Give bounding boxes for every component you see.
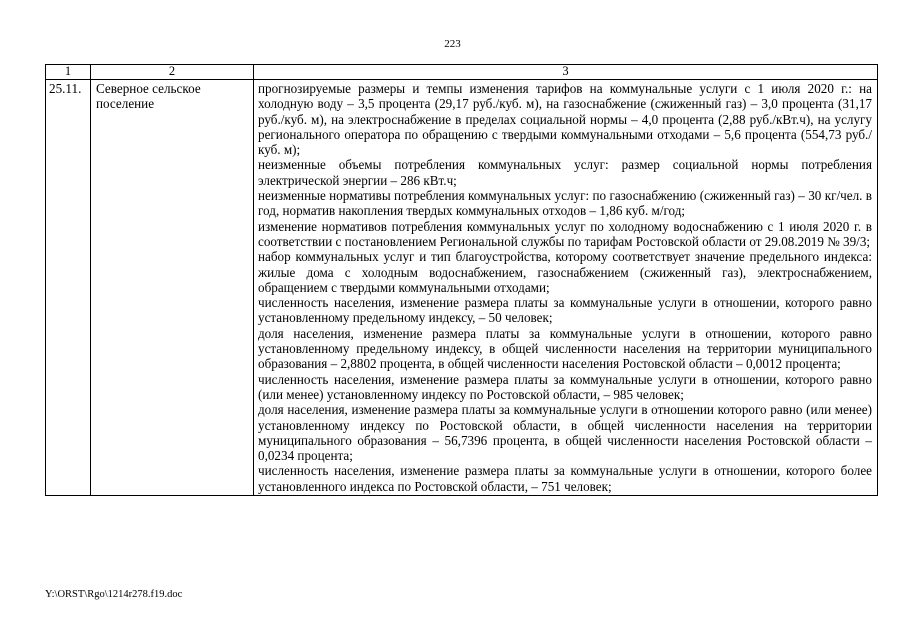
paragraph: изменение нормативов потребления коммунальных услуг по холодному водоснабжению с 1 июля 2020 г. в соответствии с постановлением Региональной службы по тарифам Ростовской области от 29.08.2019 № 39/3; [258,218,872,249]
header-col-2: 2 [91,65,254,80]
paragraph: прогнозируемые размеры и темпы изменения тарифов на коммунальные услуги с 1 июля 2020 г.: на холодную воду – 3,5 процента (29,17 руб./куб. м), на газоснабжение (сжиженный газ) – 3,0 процента (31,17 руб./куб. м), на электроснабжение в пределах социальной нормы – 4,0 процента (2,88 руб./кВт.ч), на услугу регионального оператора по обращению с твердыми коммунальными отходами – 5,6 процента (554,73 руб./куб. м); [258,81,872,158]
paragraph: неизменные нормативы потребления коммунальных услуг: по газоснабжению (сжиженный газ) – 30 кг/чел. в год, норматив накопления твердых коммунальных отходов – 1,86 куб. м/год; [258,188,872,219]
settlement-name: Северное сельское поселение [91,80,254,496]
row-number: 25.11. [46,80,91,496]
paragraph: численность населения, изменение размера платы за коммунальные услуги в отношении, которого более установленного индекса по Ростовской области, – 751 человек; [258,463,872,494]
header-col-1: 1 [46,65,91,80]
table-row [46,80,878,496]
tariff-table [45,64,878,496]
paragraph: набор коммунальных услуг и тип благоустройства, которому соответствует значение предельного индекса: жилые дома с холодным водоснабжением, газоснабжением (сжиженный газ), электроснабжением, обращением с твердыми коммунальными отходами; [258,249,872,295]
header-col-3: 3 [254,65,878,80]
file-path-footer: Y:\ORST\Rgo\1214r278.f19.doc [45,589,183,600]
paragraph: доля населения, изменение размера платы за коммунальные услуги в отношении которого равно (или менее) установленному индексу по Ростовской области, в общей численности населения на территории муниципального образования – 56,7396 процента, в общей численности населения Ростовской области – 0,0234 процента; [258,402,872,464]
indicators-cell [254,80,878,496]
page-number: 223 [444,38,461,50]
paragraph: неизменные объемы потребления коммунальных услуг: размер социальной нормы потребления электрической энергии – 286 кВт.ч; [258,157,872,188]
table-header-row [46,65,878,80]
paragraph: численность населения, изменение размера платы за коммунальные услуги в отношении, которого равно установленному предельному индексу, – 50 человек; [258,295,872,326]
paragraph: численность населения, изменение размера платы за коммунальные услуги в отношении, которого равно (или менее) установленному индексу по Ростовской области, – 985 человек; [258,371,872,402]
paragraph: доля населения, изменение размера платы за коммунальные услуги в отношении, которого равно установленному предельному индексу, в общей численности населения на территории муниципального образования – 2,8802 процента, в общей численности населения Ростовской области – 0,0012 процента; [258,325,872,372]
